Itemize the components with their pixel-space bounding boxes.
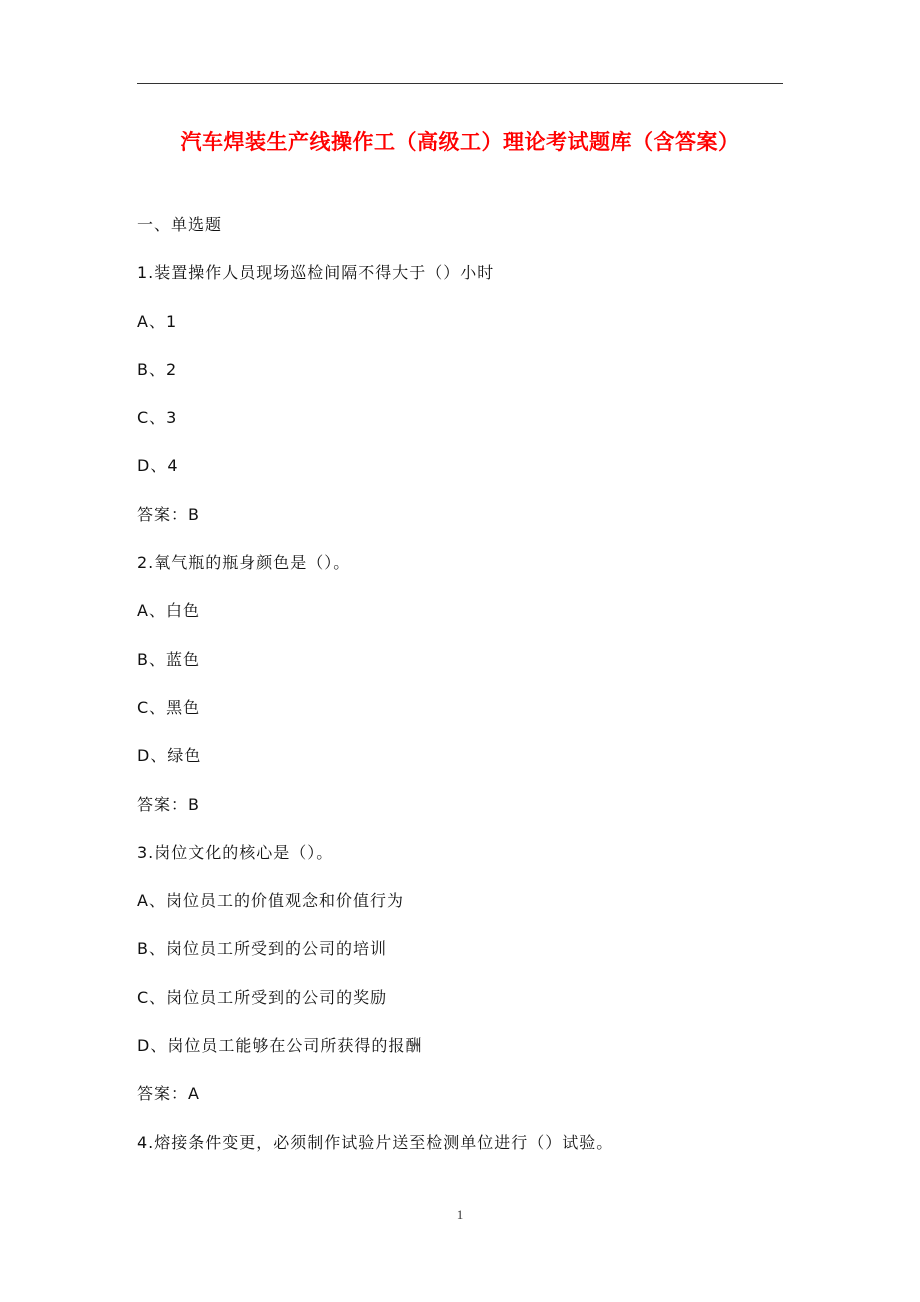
answer-line: 答案：B bbox=[137, 794, 200, 814]
option-b: B、岗位员工所受到的公司的培训 bbox=[137, 939, 387, 959]
option-d: D、绿色 bbox=[137, 746, 202, 766]
header-rule bbox=[137, 83, 783, 84]
option-c: C、黑色 bbox=[137, 697, 201, 717]
option-a: A、1 bbox=[137, 311, 178, 331]
question-stem: 1.装置操作人员现场巡检间隔不得大于（）小时 bbox=[137, 263, 495, 283]
question-stem: 3.岗位文化的核心是（）。 bbox=[137, 842, 334, 862]
document-title: 汽车焊装生产线操作工（高级工）理论考试题库（含答案） bbox=[180, 130, 740, 154]
option-c: C、3 bbox=[137, 408, 178, 428]
option-a: A、白色 bbox=[137, 601, 200, 621]
option-a: A、岗位员工的价值观念和价值行为 bbox=[137, 891, 404, 911]
option-d: D、岗位员工能够在公司所获得的报酬 bbox=[137, 1036, 423, 1056]
document-body bbox=[137, 212, 797, 1178]
section-heading: 一、单选题 bbox=[137, 215, 223, 234]
option-b: B、蓝色 bbox=[137, 649, 200, 669]
answer-line: 答案：B bbox=[137, 504, 200, 524]
page-number: 1 bbox=[456, 1207, 464, 1222]
option-c: C、岗位员工所受到的公司的奖励 bbox=[137, 987, 388, 1007]
option-b: B、2 bbox=[137, 359, 178, 379]
question-stem: 4.熔接条件变更，必须制作试验片送至检测单位进行（）试验。 bbox=[137, 1132, 614, 1152]
answer-line: 答案：A bbox=[137, 1084, 200, 1104]
option-d: D、4 bbox=[137, 456, 179, 476]
question-stem: 2.氧气瓶的瓶身颜色是（）。 bbox=[137, 553, 351, 573]
